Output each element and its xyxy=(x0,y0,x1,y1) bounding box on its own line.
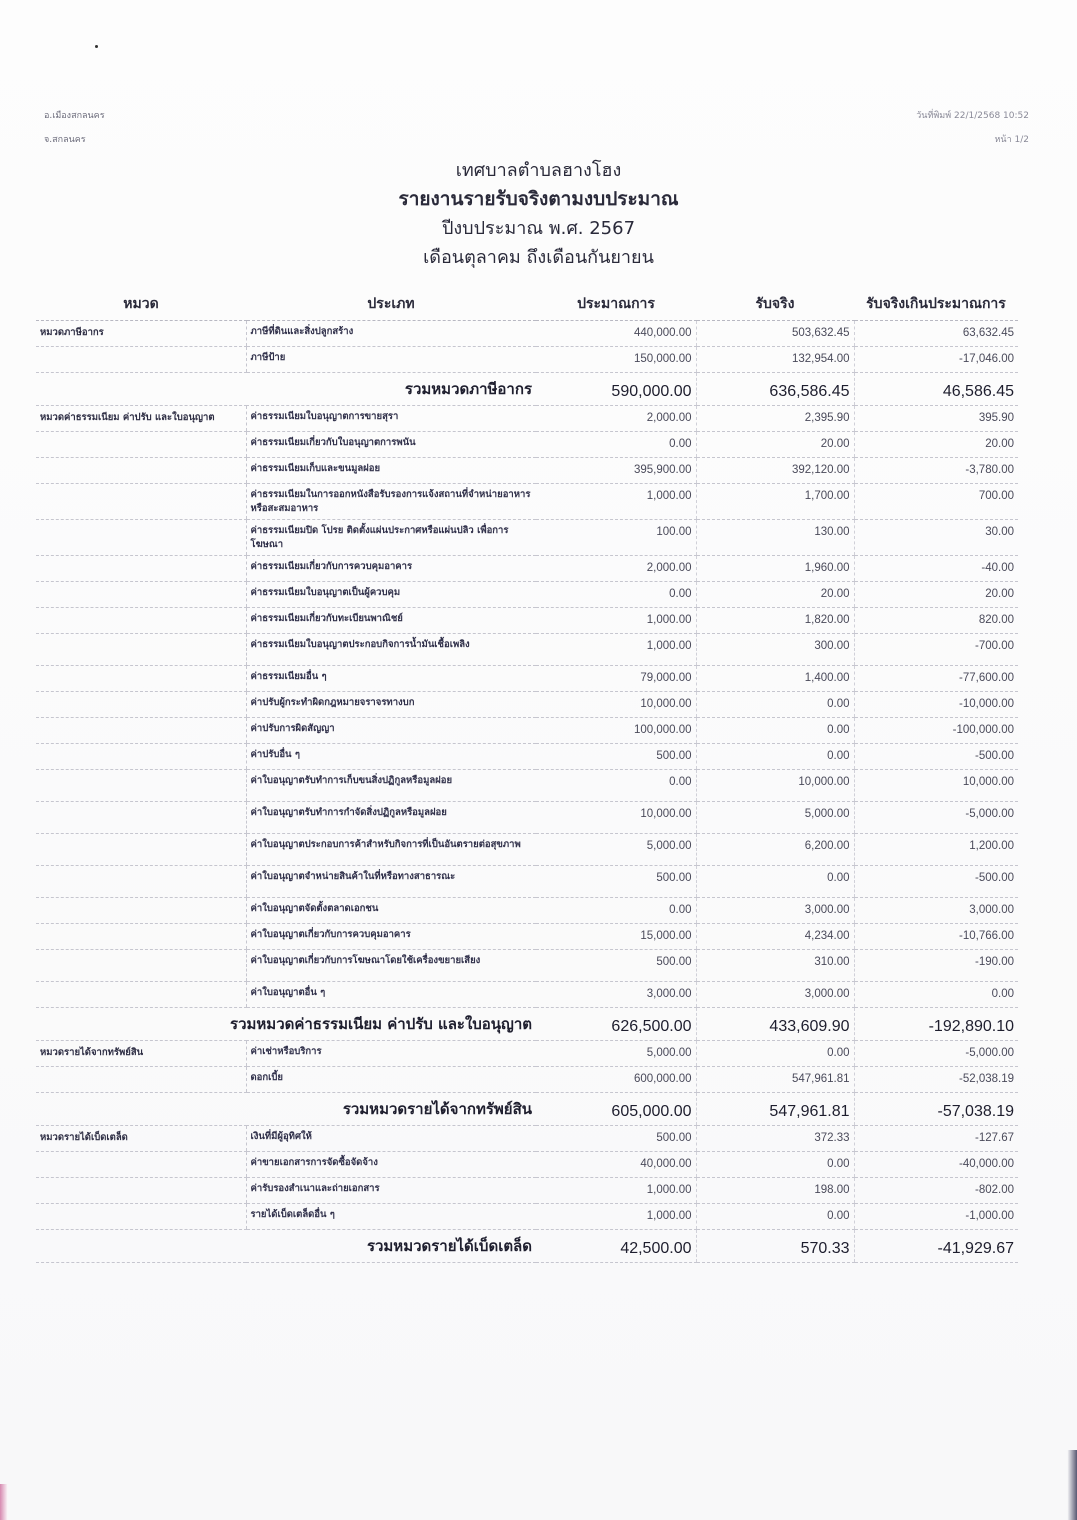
column-header-type: ประเภท xyxy=(246,288,536,321)
actual-cell: 2,395.90 xyxy=(696,406,854,432)
actual-cell: 5,000.00 xyxy=(696,802,854,834)
table-row xyxy=(36,1152,1018,1178)
diff-cell: 10,000.00 xyxy=(854,770,1018,802)
diff-cell: -40,000.00 xyxy=(854,1152,1018,1178)
diff-cell: -52,038.19 xyxy=(854,1067,1018,1093)
subtotal-estimate: 590,000.00 xyxy=(536,373,696,406)
actual-cell: 4,234.00 xyxy=(696,924,854,950)
scan-edge-left xyxy=(0,1484,8,1520)
subtotal-row xyxy=(36,373,1018,406)
estimate-cell: 1,000.00 xyxy=(536,484,696,520)
category-cell-empty xyxy=(36,718,246,744)
subtotal-row xyxy=(36,1230,1018,1263)
category-cell-empty xyxy=(36,982,246,1008)
diff-cell: -1,000.00 xyxy=(854,1204,1018,1230)
subtotal-label: รวมหมวดภาษีอากร xyxy=(36,373,536,406)
estimate-cell: 395,900.00 xyxy=(536,458,696,484)
subtotal-estimate: 626,500.00 xyxy=(536,1008,696,1041)
table-row xyxy=(36,458,1018,484)
actual-cell: 132,954.00 xyxy=(696,347,854,373)
location-header xyxy=(44,104,105,152)
category-cell-empty xyxy=(36,1178,246,1204)
actual-cell: 6,200.00 xyxy=(696,834,854,866)
actual-cell: 0.00 xyxy=(696,1204,854,1230)
diff-cell: 3,000.00 xyxy=(854,898,1018,924)
diff-cell: -127.67 xyxy=(854,1126,1018,1152)
category-cell-empty xyxy=(36,520,246,556)
actual-cell: 1,700.00 xyxy=(696,484,854,520)
actual-cell: 1,820.00 xyxy=(696,608,854,634)
table-header-row xyxy=(36,288,1018,321)
table-row xyxy=(36,898,1018,924)
diff-cell: -10,000.00 xyxy=(854,692,1018,718)
scan-speck xyxy=(95,45,98,48)
table-row xyxy=(36,834,1018,866)
type-cell: ค่าใบอนุญาตเกี่ยวกับการโฆษณาโดยใช้เครื่องขยายเสียง xyxy=(246,950,536,982)
diff-cell: -700.00 xyxy=(854,634,1018,666)
fiscal-year: ปีงบประมาณ พ.ศ. 2567 xyxy=(441,218,636,239)
table-row xyxy=(36,692,1018,718)
actual-cell: 310.00 xyxy=(696,950,854,982)
category-cell-empty xyxy=(36,1204,246,1230)
table-row xyxy=(36,770,1018,802)
estimate-cell: 0.00 xyxy=(536,432,696,458)
actual-cell: 547,961.81 xyxy=(696,1067,854,1093)
estimate-cell: 2,000.00 xyxy=(536,406,696,432)
table-row xyxy=(36,802,1018,834)
estimate-cell: 500.00 xyxy=(536,866,696,898)
column-header-category: หมวด xyxy=(36,288,246,321)
type-cell: ค่าปรับการผิดสัญญา xyxy=(246,718,536,744)
category-cell: หมวดรายได้เบ็ดเตล็ด xyxy=(36,1126,246,1152)
table-row xyxy=(36,520,1018,556)
diff-cell: -190.00 xyxy=(854,950,1018,982)
type-cell: ค่าขายเอกสารการจัดซื้อจัดจ้าง xyxy=(246,1152,536,1178)
table-row xyxy=(36,484,1018,520)
category-cell-empty xyxy=(36,556,246,582)
type-cell: ค่าใบอนุญาตเกี่ยวกับการควบคุมอาคาร xyxy=(246,924,536,950)
actual-cell: 1,400.00 xyxy=(696,666,854,692)
diff-cell: -5,000.00 xyxy=(854,802,1018,834)
category-cell-empty xyxy=(36,834,246,866)
print-date: 22/1/2568 10:52 xyxy=(954,111,1029,121)
diff-cell: -3,780.00 xyxy=(854,458,1018,484)
estimate-cell: 10,000.00 xyxy=(536,802,696,834)
category-cell: หมวดรายได้จากทรัพย์สิน xyxy=(36,1041,246,1067)
diff-cell: 0.00 xyxy=(854,982,1018,1008)
subtotal-actual: 433,609.90 xyxy=(696,1008,854,1041)
estimate-cell: 2,000.00 xyxy=(536,556,696,582)
type-cell: ค่าธรรมเนียมเก็บและขนมูลฝอย xyxy=(246,458,536,484)
type-cell: ค่าธรรมเนียมอื่น ๆ xyxy=(246,666,536,692)
category-cell-empty xyxy=(36,484,246,520)
estimate-cell: 500.00 xyxy=(536,744,696,770)
actual-cell: 20.00 xyxy=(696,432,854,458)
actual-cell: 1,960.00 xyxy=(696,556,854,582)
table-row xyxy=(36,1204,1018,1230)
report-period: เดือนตุลาคม ถึงเดือนกันยายน xyxy=(423,247,654,268)
type-cell: ค่าปรับอื่น ๆ xyxy=(246,744,536,770)
table-row xyxy=(36,924,1018,950)
category-cell-empty xyxy=(36,924,246,950)
diff-cell: 820.00 xyxy=(854,608,1018,634)
subtotal-diff: -192,890.10 xyxy=(854,1008,1018,1041)
diff-cell: -802.00 xyxy=(854,1178,1018,1204)
category-cell-empty xyxy=(36,666,246,692)
subtotal-diff: 46,586.45 xyxy=(854,373,1018,406)
actual-cell: 0.00 xyxy=(696,692,854,718)
diff-cell: -100,000.00 xyxy=(854,718,1018,744)
table-row xyxy=(36,321,1018,347)
category-cell-empty xyxy=(36,744,246,770)
type-cell: ค่ารับรองสำเนาและถ่ายเอกสาร xyxy=(246,1178,536,1204)
subtotal-row xyxy=(36,1008,1018,1041)
category-cell: หมวดค่าธรรมเนียม ค่าปรับ และใบอนุญาต xyxy=(36,406,246,432)
column-header-estimate: ประมาณการ xyxy=(536,288,696,321)
type-cell: ภาษีป้าย xyxy=(246,347,536,373)
actual-cell: 0.00 xyxy=(696,1152,854,1178)
table-row xyxy=(36,1178,1018,1204)
estimate-cell: 5,000.00 xyxy=(536,834,696,866)
diff-cell: -40.00 xyxy=(854,556,1018,582)
actual-cell: 130.00 xyxy=(696,520,854,556)
subtotal-diff: -41,929.67 xyxy=(854,1230,1018,1263)
actual-cell: 0.00 xyxy=(696,718,854,744)
estimate-cell: 1,000.00 xyxy=(536,1204,696,1230)
diff-cell: 395.90 xyxy=(854,406,1018,432)
estimate-cell: 40,000.00 xyxy=(536,1152,696,1178)
category-cell-empty xyxy=(36,692,246,718)
category-cell-empty xyxy=(36,634,246,666)
diff-cell: -500.00 xyxy=(854,744,1018,770)
subtotal-diff: -57,038.19 xyxy=(854,1093,1018,1126)
diff-cell: 700.00 xyxy=(854,484,1018,520)
actual-cell: 198.00 xyxy=(696,1178,854,1204)
estimate-cell: 500.00 xyxy=(536,1126,696,1152)
category-cell-empty xyxy=(36,898,246,924)
estimate-cell: 500.00 xyxy=(536,950,696,982)
diff-cell: -500.00 xyxy=(854,866,1018,898)
estimate-cell: 79,000.00 xyxy=(536,666,696,692)
actual-cell: 503,632.45 xyxy=(696,321,854,347)
table-row xyxy=(36,347,1018,373)
actual-cell: 20.00 xyxy=(696,582,854,608)
estimate-cell: 150,000.00 xyxy=(536,347,696,373)
category-cell-empty xyxy=(36,950,246,982)
diff-cell: -10,766.00 xyxy=(854,924,1018,950)
table-row xyxy=(36,982,1018,1008)
column-header-diff: รับจริงเกินประมาณการ xyxy=(854,288,1018,321)
diff-cell: -77,600.00 xyxy=(854,666,1018,692)
diff-cell: 20.00 xyxy=(854,582,1018,608)
category-cell-empty xyxy=(36,432,246,458)
type-cell: ค่าใบอนุญาตรับทำการเก็บขนสิ่งปฏิกูลหรือมูลฝอย xyxy=(246,770,536,802)
table-body xyxy=(36,321,1018,1263)
category-cell-empty xyxy=(36,1152,246,1178)
type-cell: เงินที่มีผู้อุทิศให้ xyxy=(246,1126,536,1152)
estimate-cell: 0.00 xyxy=(536,770,696,802)
diff-cell: 1,200.00 xyxy=(854,834,1018,866)
type-cell: ค่าธรรมเนียมปิด โปรย ติดตั้งแผ่นประกาศหรือแผ่นปลิว เพื่อการโฆษณา xyxy=(246,520,536,556)
actual-cell: 300.00 xyxy=(696,634,854,666)
report-title-block xyxy=(0,156,1077,272)
category-cell: หมวดภาษีอากร xyxy=(36,321,246,347)
category-cell-empty xyxy=(36,458,246,484)
estimate-cell: 100,000.00 xyxy=(536,718,696,744)
table-row xyxy=(36,582,1018,608)
column-header-actual: รับจริง xyxy=(696,288,854,321)
diff-cell: 63,632.45 xyxy=(854,321,1018,347)
category-cell-empty xyxy=(36,347,246,373)
table-row xyxy=(36,406,1018,432)
table-row xyxy=(36,1067,1018,1093)
category-cell-empty xyxy=(36,802,246,834)
category-cell-empty xyxy=(36,582,246,608)
type-cell: ค่าเช่าหรือบริการ xyxy=(246,1041,536,1067)
actual-cell: 0.00 xyxy=(696,1041,854,1067)
page-number: 1/2 xyxy=(1014,135,1029,145)
type-cell: ค่าใบอนุญาตอื่น ๆ xyxy=(246,982,536,1008)
revenue-table xyxy=(36,288,1018,1263)
estimate-cell: 0.00 xyxy=(536,898,696,924)
type-cell: ค่าปรับผู้กระทำผิดกฎหมายจราจรทางบก xyxy=(246,692,536,718)
type-cell: ดอกเบี้ย xyxy=(246,1067,536,1093)
estimate-cell: 600,000.00 xyxy=(536,1067,696,1093)
type-cell: ค่าธรรมเนียมใบอนุญาตการขายสุรา xyxy=(246,406,536,432)
table-row xyxy=(36,666,1018,692)
estimate-cell: 1,000.00 xyxy=(536,1178,696,1204)
type-cell: ค่าธรรมเนียมเกี่ยวกับการควบคุมอาคาร xyxy=(246,556,536,582)
type-cell: ค่าธรรมเนียมใบอนุญาตประกอบกิจการน้ำมันเชื้อเพลิง xyxy=(246,634,536,666)
actual-cell: 372.33 xyxy=(696,1126,854,1152)
subtotal-actual: 636,586.45 xyxy=(696,373,854,406)
estimate-cell: 1,000.00 xyxy=(536,634,696,666)
diff-cell: 30.00 xyxy=(854,520,1018,556)
type-cell: ค่าธรรมเนียมเกี่ยวกับทะเบียนพาณิชย์ xyxy=(246,608,536,634)
type-cell: ภาษีที่ดินและสิ่งปลูกสร้าง xyxy=(246,321,536,347)
subtotal-label: รวมหมวดค่าธรรมเนียม ค่าปรับ และใบอนุญาต xyxy=(36,1008,536,1041)
report-title: รายงานรายรับจริงตามงบประมาณ xyxy=(398,188,679,210)
actual-cell: 3,000.00 xyxy=(696,898,854,924)
print-date-line xyxy=(916,104,1029,128)
district-label: อ.เมืองสกลนคร xyxy=(44,111,105,121)
table-row xyxy=(36,950,1018,982)
type-cell: รายได้เบ็ดเตล็ดอื่น ๆ xyxy=(246,1204,536,1230)
category-cell-empty xyxy=(36,770,246,802)
estimate-cell: 1,000.00 xyxy=(536,608,696,634)
table-row xyxy=(36,556,1018,582)
estimate-cell: 15,000.00 xyxy=(536,924,696,950)
table-row xyxy=(36,608,1018,634)
table-row xyxy=(36,744,1018,770)
subtotal-label: รวมหมวดรายได้จากทรัพย์สิน xyxy=(36,1093,536,1126)
type-cell: ค่าใบอนุญาตรับทำการกำจัดสิ่งปฏิกูลหรือมูลฝอย xyxy=(246,802,536,834)
table-row xyxy=(36,1126,1018,1152)
subtotal-row xyxy=(36,1093,1018,1126)
estimate-cell: 3,000.00 xyxy=(536,982,696,1008)
page-number-line xyxy=(916,128,1029,152)
category-cell-empty xyxy=(36,1067,246,1093)
page-label: หน้า xyxy=(994,135,1012,145)
diff-cell: -17,046.00 xyxy=(854,347,1018,373)
estimate-cell: 440,000.00 xyxy=(536,321,696,347)
table-row xyxy=(36,634,1018,666)
type-cell: ค่าใบอนุญาตประกอบการค้าสำหรับกิจการที่เป็นอันตรายต่อสุขภาพ xyxy=(246,834,536,866)
type-cell: ค่าธรรมเนียมใบอนุญาตเป็นผู้ควบคุม xyxy=(246,582,536,608)
province-label: จ.สกลนคร xyxy=(44,135,86,145)
type-cell: ค่าใบอนุญาตจำหน่ายสินค้าในที่หรือทางสาธารณะ xyxy=(246,866,536,898)
type-cell: ค่าธรรมเนียมเกี่ยวกับใบอนุญาตการพนัน xyxy=(246,432,536,458)
estimate-cell: 5,000.00 xyxy=(536,1041,696,1067)
actual-cell: 0.00 xyxy=(696,866,854,898)
organization-name: เทศบาลตำบลฮางโฮง xyxy=(455,160,622,181)
estimate-cell: 100.00 xyxy=(536,520,696,556)
subtotal-estimate: 605,000.00 xyxy=(536,1093,696,1126)
table-row xyxy=(36,432,1018,458)
subtotal-actual: 547,961.81 xyxy=(696,1093,854,1126)
estimate-cell: 10,000.00 xyxy=(536,692,696,718)
diff-cell: 20.00 xyxy=(854,432,1018,458)
subtotal-actual: 570.33 xyxy=(696,1230,854,1263)
subtotal-estimate: 42,500.00 xyxy=(536,1230,696,1263)
category-cell-empty xyxy=(36,866,246,898)
estimate-cell: 0.00 xyxy=(536,582,696,608)
type-cell: ค่าธรรมเนียมในการออกหนังสือรับรองการแจ้งสถานที่จำหน่ายอาหารหรือสะสมอาหาร xyxy=(246,484,536,520)
actual-cell: 0.00 xyxy=(696,744,854,770)
diff-cell: -5,000.00 xyxy=(854,1041,1018,1067)
table-row xyxy=(36,1041,1018,1067)
actual-cell: 10,000.00 xyxy=(696,770,854,802)
table-row xyxy=(36,718,1018,744)
subtotal-label: รวมหมวดรายได้เบ็ดเตล็ด xyxy=(36,1230,536,1263)
category-cell-empty xyxy=(36,608,246,634)
actual-cell: 3,000.00 xyxy=(696,982,854,1008)
actual-cell: 392,120.00 xyxy=(696,458,854,484)
scan-edge-right xyxy=(1067,1450,1077,1520)
type-cell: ค่าใบอนุญาตจัดตั้งตลาดเอกชน xyxy=(246,898,536,924)
table-row xyxy=(36,866,1018,898)
print-info xyxy=(916,104,1029,152)
print-date-label: วันที่พิมพ์ xyxy=(916,111,952,121)
